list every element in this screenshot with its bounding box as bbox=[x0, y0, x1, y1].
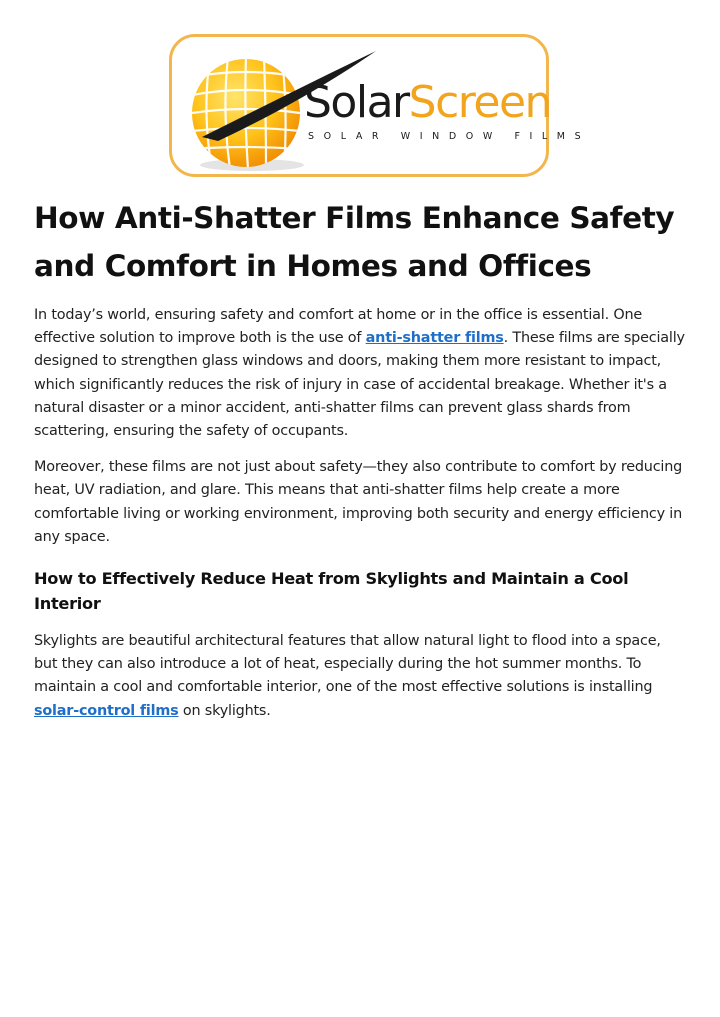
intro-text-after: . These films are specially designed to strengthen glass windows and doors, making them more resistant to impact, which significantly reduces the risk of injury in case of accidental breakage. Whether it's a natural disaster or a minor accident, anti-shatter films can prevent glass shards from scattering, ensuring the safety of occupants. bbox=[34, 330, 685, 440]
comfort-paragraph: Moreover, these films are not just about safety—they also contribute to comfort by reducing heat, UV radiation, and glare. This means that anti-shatter films help create a more comfortable living or working environment, improving both security and energy efficiency in any space. bbox=[34, 459, 683, 545]
skylight-paragraph bbox=[34, 630, 686, 723]
brand-logo bbox=[169, 34, 591, 177]
brand-solar-text: Solar bbox=[304, 77, 409, 128]
skylight-text-before: Skylights are beautiful architectural features that allow natural light to flood into a space, but they can also introduce a lot of heat, especially during the hot summer months. To maintain a cool and comfortable interior, one of the most effective solutions is installing bbox=[34, 633, 661, 696]
brand-tagline: SOLAR WINDOW FILMS bbox=[308, 131, 591, 142]
intro-text-before: In today’s world, ensuring safety and comfort at home or in the office is essential. One effective solution to improve both is the use of bbox=[34, 307, 643, 347]
brand-wordmark bbox=[304, 79, 551, 127]
article bbox=[34, 194, 686, 723]
article-title: How Anti-Shatter Films Enhance Safety and Comfort in Homes and Offices bbox=[34, 201, 675, 283]
skylight-text-after: on skylights. bbox=[178, 702, 271, 719]
intro-paragraph bbox=[34, 304, 686, 443]
anti-shatter-films-link[interactable]: anti-shatter films bbox=[365, 330, 504, 347]
solar-control-films-link[interactable]: solar-control films bbox=[34, 702, 179, 719]
section-heading: How to Effectively Reduce Heat from Skylights and Maintain a Cool Interior bbox=[34, 569, 629, 614]
brand-screen-text: Screen bbox=[408, 77, 551, 128]
